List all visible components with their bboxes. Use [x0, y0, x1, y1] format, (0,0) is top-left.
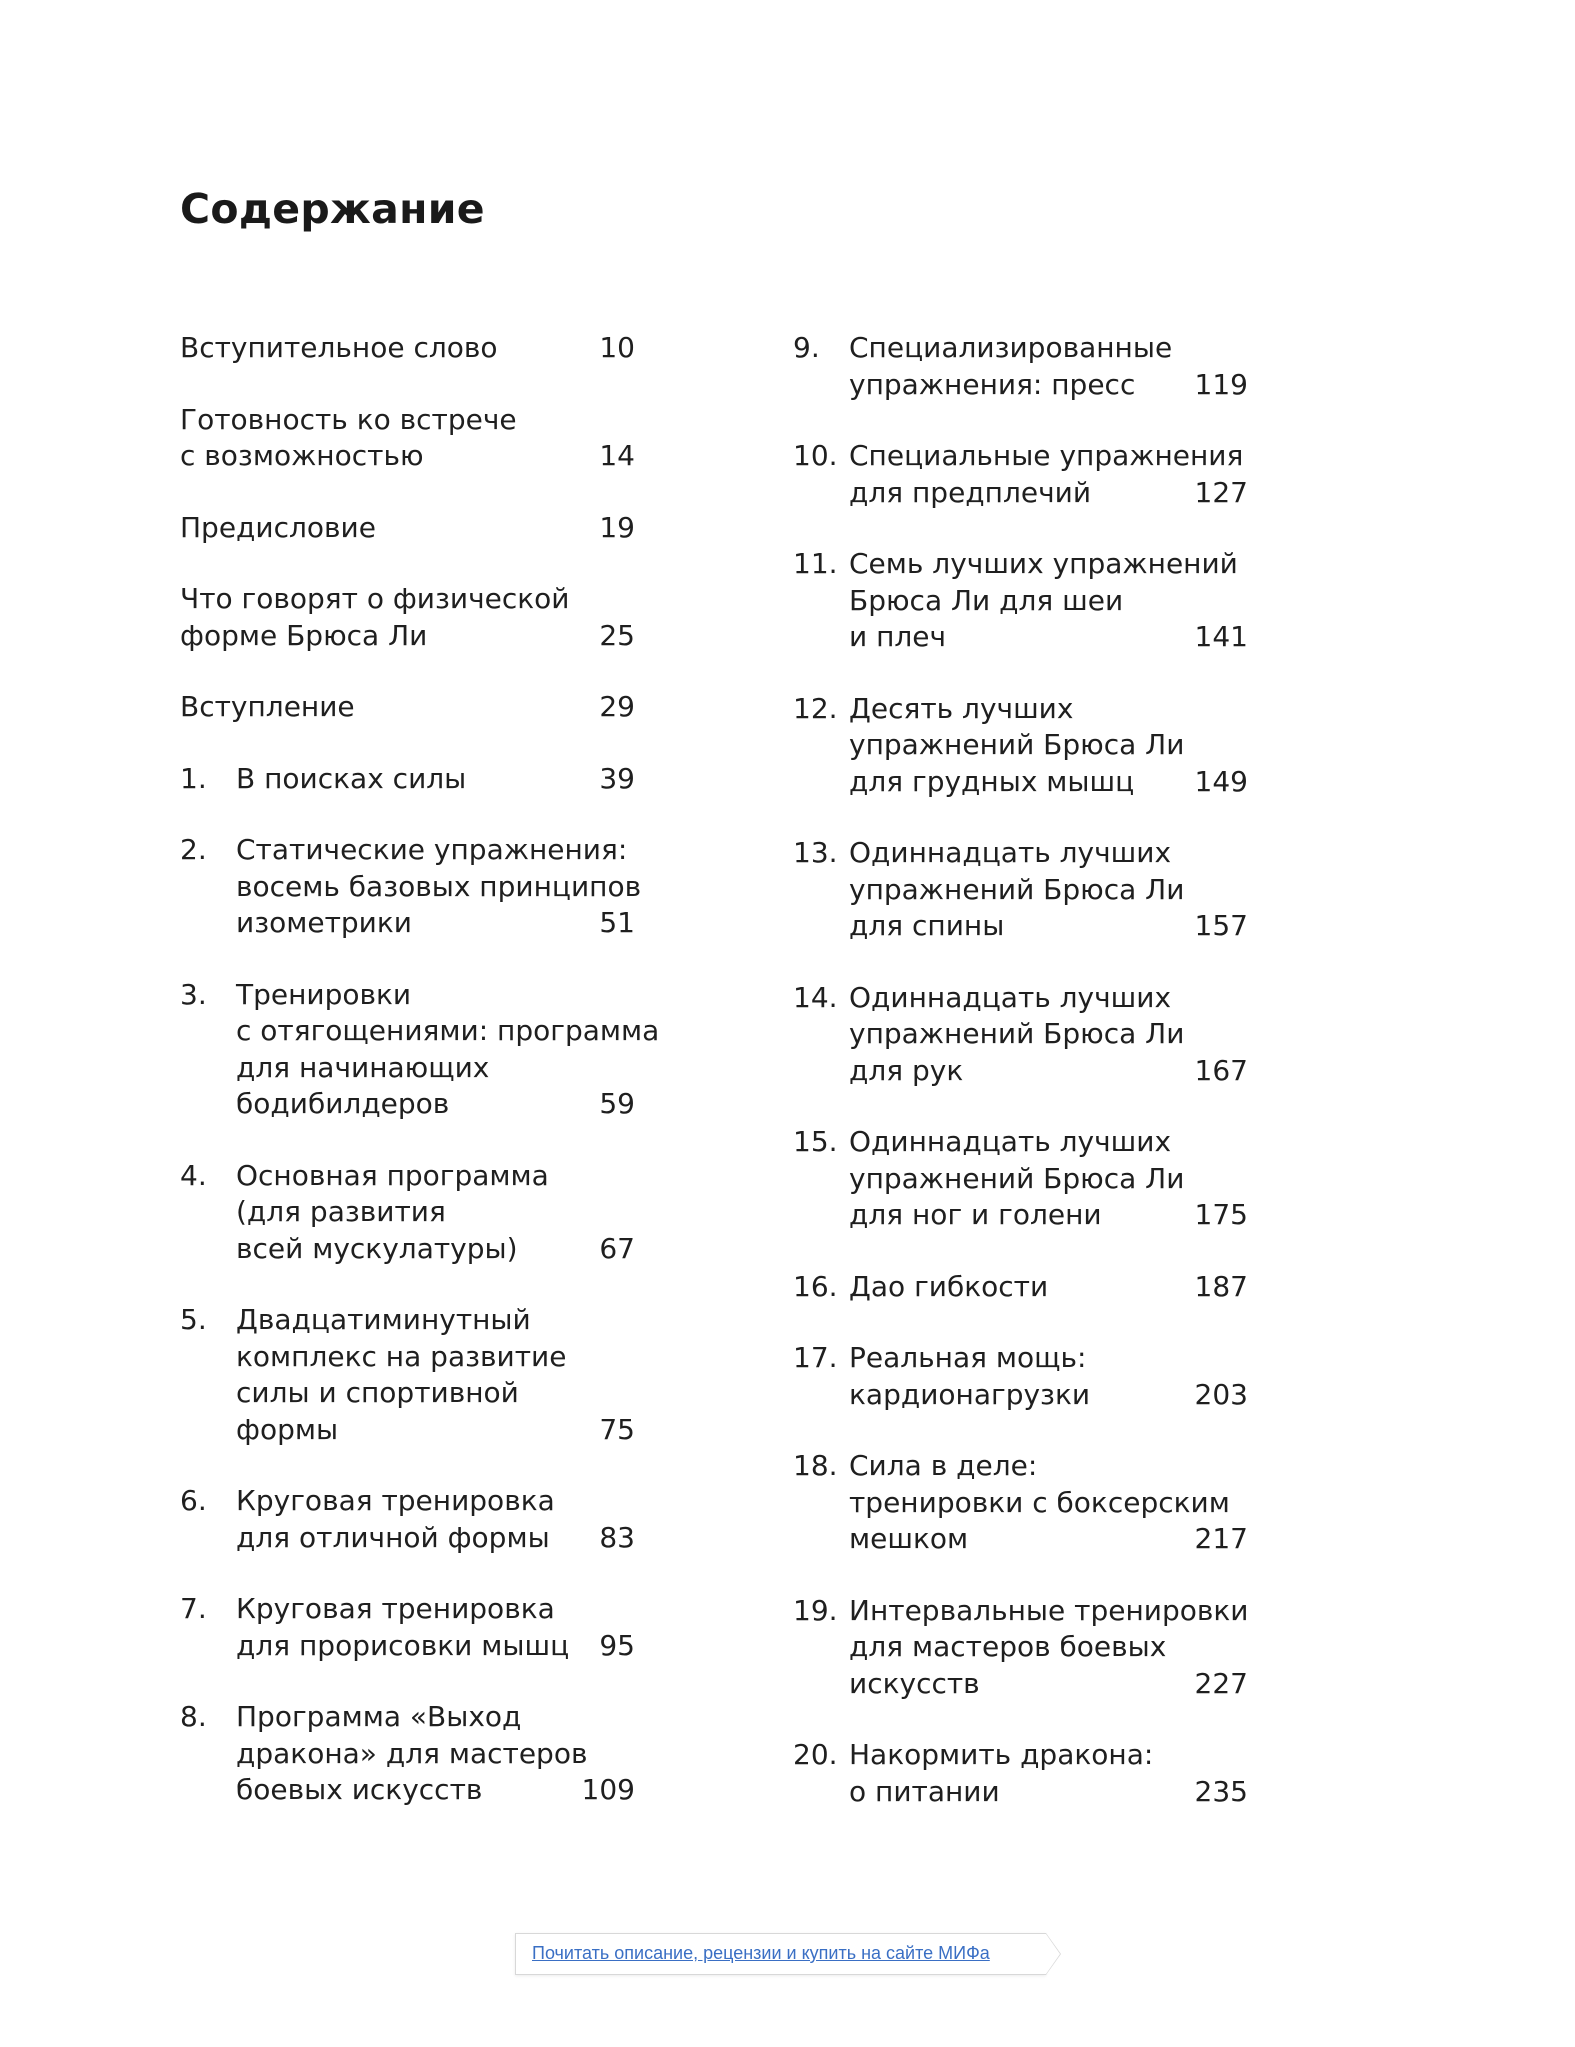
chapter-number: 13. — [793, 836, 838, 869]
page-number: 67 — [599, 1231, 635, 1265]
chapter-title-line: для ног и голени — [849, 1198, 1102, 1231]
chapter-title-line: для начинающих — [236, 1050, 490, 1084]
page-number: 25 — [599, 618, 635, 652]
chapter-title-line: боевых искусств — [236, 1773, 483, 1806]
chapter-title — [180, 1158, 635, 1268]
toc-entry — [180, 330, 635, 367]
page-number: 141 — [1194, 620, 1248, 653]
chapter-title — [180, 761, 635, 798]
chapter-number: 9. — [793, 331, 820, 364]
chapter-title-line: Круговая тренировка — [236, 1484, 555, 1517]
chapter-title-line: Специализированные — [849, 331, 1173, 364]
chapter-title — [793, 980, 1248, 1090]
toc-entry — [793, 1340, 1248, 1413]
chapter-title-line: Одиннадцать лучших — [849, 980, 1172, 1014]
chapter-number: 18. — [793, 1449, 838, 1482]
chapter-title-line: Семь лучших упражнений — [849, 547, 1238, 580]
chapter-title-line: тренировки с боксерским — [849, 1485, 1230, 1519]
chapter-title-line: Одиннадцать лучших — [849, 836, 1172, 869]
toc-left-column — [180, 330, 660, 1844]
page-number: 119 — [1194, 367, 1248, 401]
chapter-title-line: упражнений Брюса Ли — [849, 1161, 1185, 1195]
chapter-title — [180, 689, 635, 726]
chapter-title-line: Одиннадцать лучших — [849, 1125, 1172, 1158]
chapter-title-line: Статические упражнения: — [236, 833, 628, 866]
page-number: 235 — [1194, 1774, 1248, 1808]
page-number: 59 — [599, 1087, 635, 1120]
chapter-title-line: Брюса Ли для шеи — [849, 583, 1124, 617]
chapter-title — [180, 1302, 635, 1448]
page-number: 175 — [1194, 1198, 1248, 1231]
chapter-title-line: Сила в деле: — [849, 1449, 1038, 1482]
chapter-title — [793, 835, 1248, 945]
chapter-title-line: Накормить дракона: — [849, 1738, 1154, 1771]
chapter-title — [793, 330, 1248, 403]
chapter-title — [793, 1593, 1248, 1703]
toc-entry — [180, 689, 635, 726]
page-number: 75 — [599, 1412, 635, 1446]
chapter-title-line: упражнений Брюса Ли — [849, 728, 1185, 761]
chapter-title-line: всей мускулатуры) — [236, 1231, 518, 1265]
page-number: 149 — [1194, 764, 1248, 798]
chapter-title-line: Реальная мощь: — [849, 1341, 1087, 1374]
page-number: 167 — [1194, 1053, 1248, 1087]
chapter-title-line: Десять лучших — [849, 691, 1074, 725]
chapter-number: 15. — [793, 1125, 838, 1158]
chapter-title — [180, 581, 635, 654]
chapter-title — [180, 977, 660, 1123]
chapter-title-line: Что говорят о физической — [180, 582, 570, 615]
chapter-number: 14. — [793, 980, 838, 1014]
chapter-title-line: (для развития — [236, 1195, 446, 1228]
chapter-title-line: Предисловие — [180, 510, 376, 544]
chapter-title — [180, 330, 635, 367]
chapter-number: 12. — [793, 691, 838, 725]
chapter-title-line: Дао гибкости — [849, 1269, 1049, 1303]
toc-entry — [180, 402, 635, 475]
chapter-title-line: Готовность ко встрече — [180, 402, 517, 436]
page-number: 10 — [599, 331, 635, 364]
chapter-title-line: мешком — [849, 1522, 969, 1555]
chapter-title — [180, 1699, 635, 1809]
chapter-title-line: для грудных мышц — [849, 764, 1135, 798]
chapter-title-line: упражнений Брюса Ли — [849, 872, 1185, 906]
chapter-title-line: для отличной формы — [236, 1520, 550, 1554]
chapter-title-line: Специальные упражнения — [849, 439, 1244, 472]
chapter-title-line: с возможностью — [180, 439, 424, 472]
chapter-title-line: форме Брюса Ли — [180, 618, 428, 652]
chapter-number: 3. — [180, 977, 207, 1011]
chapter-number: 7. — [180, 1592, 207, 1625]
chapter-title — [180, 1591, 635, 1664]
page-number: 187 — [1194, 1269, 1248, 1303]
chapter-title-line: искусств — [849, 1666, 980, 1700]
chapter-title — [793, 546, 1248, 656]
page-number: 203 — [1194, 1377, 1248, 1411]
chapter-title-line: о питании — [849, 1774, 1000, 1808]
toc-entry — [180, 581, 635, 654]
chapter-number: 2. — [180, 833, 207, 866]
chapter-title-line: упражнений Брюса Ли — [849, 1017, 1185, 1050]
chapter-title — [793, 1340, 1248, 1413]
toc-entry — [793, 330, 1248, 403]
chapter-title-line: Вступительное слово — [180, 331, 498, 364]
chapter-title — [793, 1269, 1248, 1306]
chapter-title-line: Тренировки — [236, 977, 412, 1011]
page-number: 19 — [599, 510, 635, 544]
chapter-title-line: для предплечий — [849, 475, 1092, 509]
chapter-title — [180, 832, 642, 942]
toc-entry — [793, 1269, 1248, 1306]
page-number: 39 — [599, 761, 635, 795]
chapter-title — [793, 691, 1248, 801]
chapter-title-line: для спины — [849, 909, 1005, 942]
toc-entry — [180, 1158, 635, 1268]
toc-entry — [180, 1302, 635, 1448]
chapter-title-line: кардионагрузки — [849, 1377, 1091, 1411]
chapter-number: 6. — [180, 1484, 207, 1517]
chapter-title-line: силы и спортивной — [236, 1376, 519, 1409]
chapter-number: 1. — [180, 761, 207, 795]
chapter-number: 16. — [793, 1269, 838, 1303]
toc-entry — [180, 1591, 635, 1664]
toc-entry — [180, 761, 635, 798]
chapter-title-line: для мастеров боевых — [849, 1630, 1167, 1663]
chapter-title — [180, 402, 635, 475]
chapter-title-line: Интервальные тренировки — [849, 1593, 1249, 1627]
toc-entry — [180, 510, 635, 547]
chapter-title — [793, 1448, 1248, 1558]
chapter-title — [180, 1483, 635, 1556]
page-number: 227 — [1194, 1666, 1248, 1700]
chapter-title-line: Вступление — [180, 690, 355, 723]
toc-entry — [180, 1483, 635, 1556]
chapter-title-line: для прорисовки мышц — [236, 1628, 570, 1662]
toc-entry — [180, 832, 642, 942]
chapter-title-line: восемь базовых принципов — [236, 869, 642, 903]
page-number: 95 — [599, 1628, 635, 1662]
toc-entry — [793, 1448, 1248, 1558]
page-number: 51 — [599, 906, 635, 939]
page-number: 29 — [599, 690, 635, 723]
chapter-title-line: В поисках силы — [236, 761, 467, 795]
chapter-title-line: и плеч — [849, 620, 947, 653]
store-link-banner[interactable] — [515, 1933, 1046, 1975]
chapter-number: 17. — [793, 1341, 838, 1374]
page-number: 109 — [581, 1773, 635, 1806]
chapter-number: 4. — [180, 1158, 207, 1192]
chapter-title — [793, 438, 1248, 511]
store-link[interactable]: Почитать описание, рецензии и купить на сайте МИФа — [532, 1943, 990, 1963]
page-number: 83 — [599, 1520, 635, 1554]
chapter-title-line: с отягощениями: программа — [236, 1014, 660, 1047]
chapter-title-line: бодибилдеров — [236, 1087, 450, 1120]
chapter-title — [180, 510, 635, 547]
chapter-number: 20. — [793, 1738, 838, 1771]
toc-entry — [793, 1737, 1248, 1810]
toc-entry — [180, 1699, 635, 1809]
toc-entry — [793, 980, 1248, 1090]
page-title: Содержание — [180, 185, 485, 233]
chapter-title-line: упражнения: пресс — [849, 367, 1136, 401]
toc-entry — [793, 1124, 1248, 1234]
page-number: 217 — [1194, 1522, 1248, 1555]
chapter-number: 10. — [793, 439, 838, 472]
toc-entry — [180, 977, 660, 1123]
toc-entry — [793, 438, 1248, 511]
chapter-title-line: комплекс на развитие — [236, 1339, 567, 1373]
toc-right-column — [793, 330, 1248, 1845]
toc-entry — [793, 691, 1248, 801]
chapter-title-line: для рук — [849, 1053, 964, 1087]
chapter-title — [793, 1737, 1248, 1810]
chapter-number: 11. — [793, 547, 838, 580]
toc-entry — [793, 546, 1248, 656]
toc-entry — [793, 835, 1248, 945]
chapter-title-line: изометрики — [236, 906, 412, 939]
page-number: 14 — [599, 439, 635, 472]
chapter-number: 8. — [180, 1700, 207, 1733]
chapter-title — [793, 1124, 1248, 1234]
chapter-title-line: Программа «Выход — [236, 1700, 522, 1733]
chapter-title-line: дракона» для мастеров — [236, 1736, 588, 1770]
chapter-number: 5. — [180, 1303, 207, 1336]
chapter-title-line: Двадцатиминутный — [236, 1303, 531, 1336]
chapter-title-line: Круговая тренировка — [236, 1592, 555, 1625]
toc-entry — [793, 1593, 1248, 1703]
chapter-title-line: формы — [236, 1412, 339, 1446]
chapter-title-line: Основная программа — [236, 1158, 549, 1192]
page-number: 127 — [1194, 475, 1248, 509]
page-number: 157 — [1194, 909, 1248, 942]
chapter-number: 19. — [793, 1593, 838, 1627]
